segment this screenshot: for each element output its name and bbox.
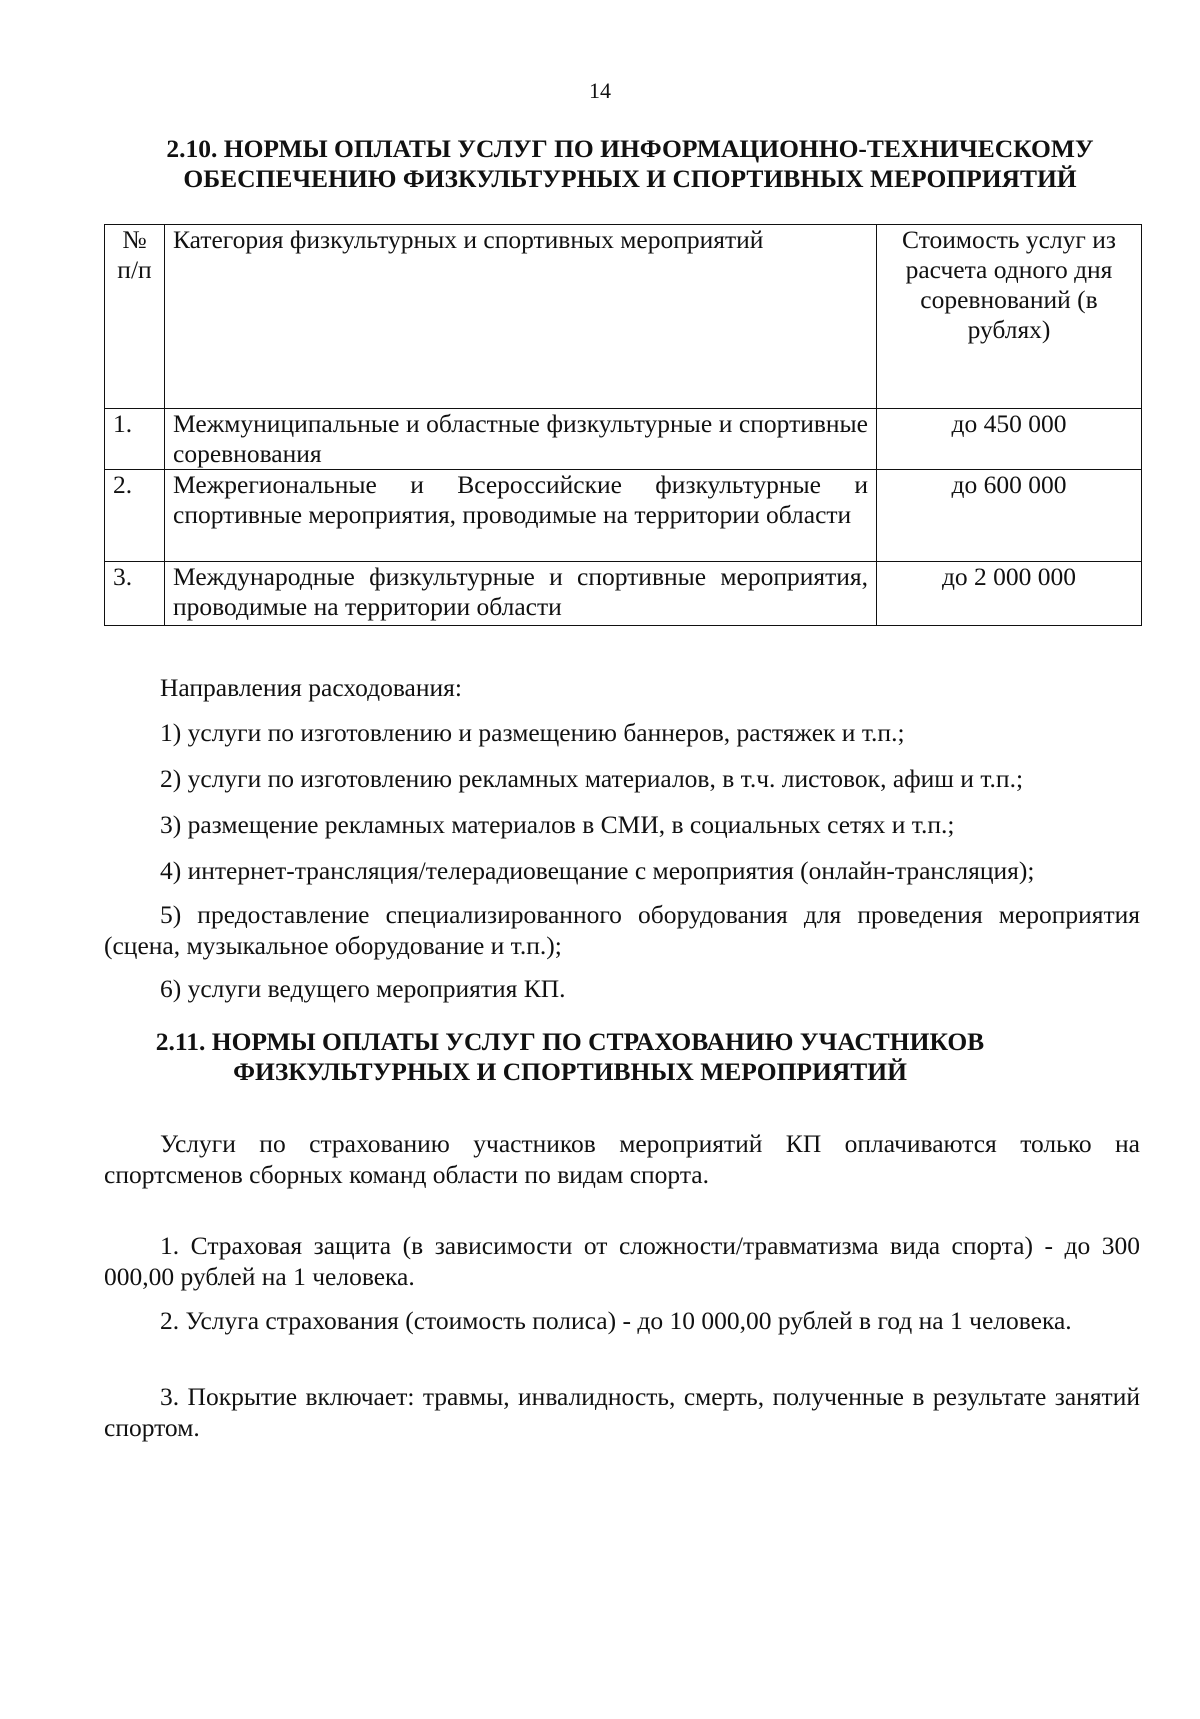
direction-item: 5) предоставление специализированного оборудования для проведения мероприятия (сцена, музыкальное оборудование и т.п.); [104,900,1140,960]
row-cost: до 600 000 [877,470,1142,562]
section-title-line: ФИЗКУЛЬТУРНЫХ И СПОРТИВНЫХ МЕРОПРИЯТИЙ [233,1057,907,1086]
row-cost: до 2 000 000 [877,562,1142,626]
directions-heading: Направления расходования: [160,673,462,702]
direction-item: 4) интернет-трансляция/телерадиовещание с мероприятия (онлайн-трансляция); [160,856,1035,885]
norms-table [104,224,1142,626]
header-category: Категория физкультурных и спортивных мероприятий [165,225,877,409]
section-2-11-title [70,1027,1070,1087]
insurance-item: 1. Страховая защита (в зависимости от сложности/травматизма вида спорта) - до 300 000,00 рублей на 1 человека. [104,1231,1140,1291]
direction-item: 3) размещение рекламных материалов в СМИ, в социальных сетях и т.п.; [160,810,955,839]
header-cost: Стоимость услуг из расчета одного дня соревнований (в рублях) [877,225,1142,409]
row-category: Межмуниципальные и областные физкультурные и спортивные соревнования [165,409,877,470]
table-row [105,562,1142,626]
table-row [105,470,1142,562]
row-category: Межрегиональные и Всероссийские физкультурные и спортивные мероприятия, проводимые на территории области [165,470,877,562]
row-cost: до 450 000 [877,409,1142,470]
section-title-line: ОБЕСПЕЧЕНИЮ ФИЗКУЛЬТУРНЫХ И СПОРТИВНЫХ МЕРОПРИЯТИЙ [183,164,1077,193]
table-row [105,409,1142,470]
header-number: № п/п [105,225,165,409]
insurance-intro: Услуги по страхованию участников мероприятий КП оплачиваются только на спортсменов сборных команд области по видам спорта. [104,1129,1140,1189]
table-header-row [105,225,1142,409]
direction-item: 6) услуги ведущего мероприятия КП. [160,974,566,1003]
section-title-line: 2.10. НОРМЫ ОПЛАТЫ УСЛУГ ПО ИНФОРМАЦИОННО-ТЕХНИЧЕСКОМУ [166,134,1094,163]
section-2-10-title [130,134,1130,194]
row-number: 1. [105,409,165,470]
direction-item: 1) услуги по изготовлению и размещению баннеров, растяжек и т.п.; [160,718,905,747]
insurance-item: 2. Услуга страхования (стоимость полиса) - до 10 000,00 рублей в год на 1 человека. [160,1306,1072,1335]
direction-item: 2) услуги по изготовлению рекламных материалов, в т.ч. листовок, афиш и т.п.; [160,764,1024,793]
row-number: 2. [105,470,165,562]
row-category: Международные физкультурные и спортивные мероприятия, проводимые на территории области [165,562,877,626]
section-title-line: 2.11. НОРМЫ ОПЛАТЫ УСЛУГ ПО СТРАХОВАНИЮ УЧАСТНИКОВ [155,1027,985,1056]
row-number: 3. [105,562,165,626]
insurance-item: 3. Покрытие включает: травмы, инвалидность, смерть, полученные в результате занятий спортом. [104,1382,1140,1442]
page-number: 14 [589,78,611,103]
